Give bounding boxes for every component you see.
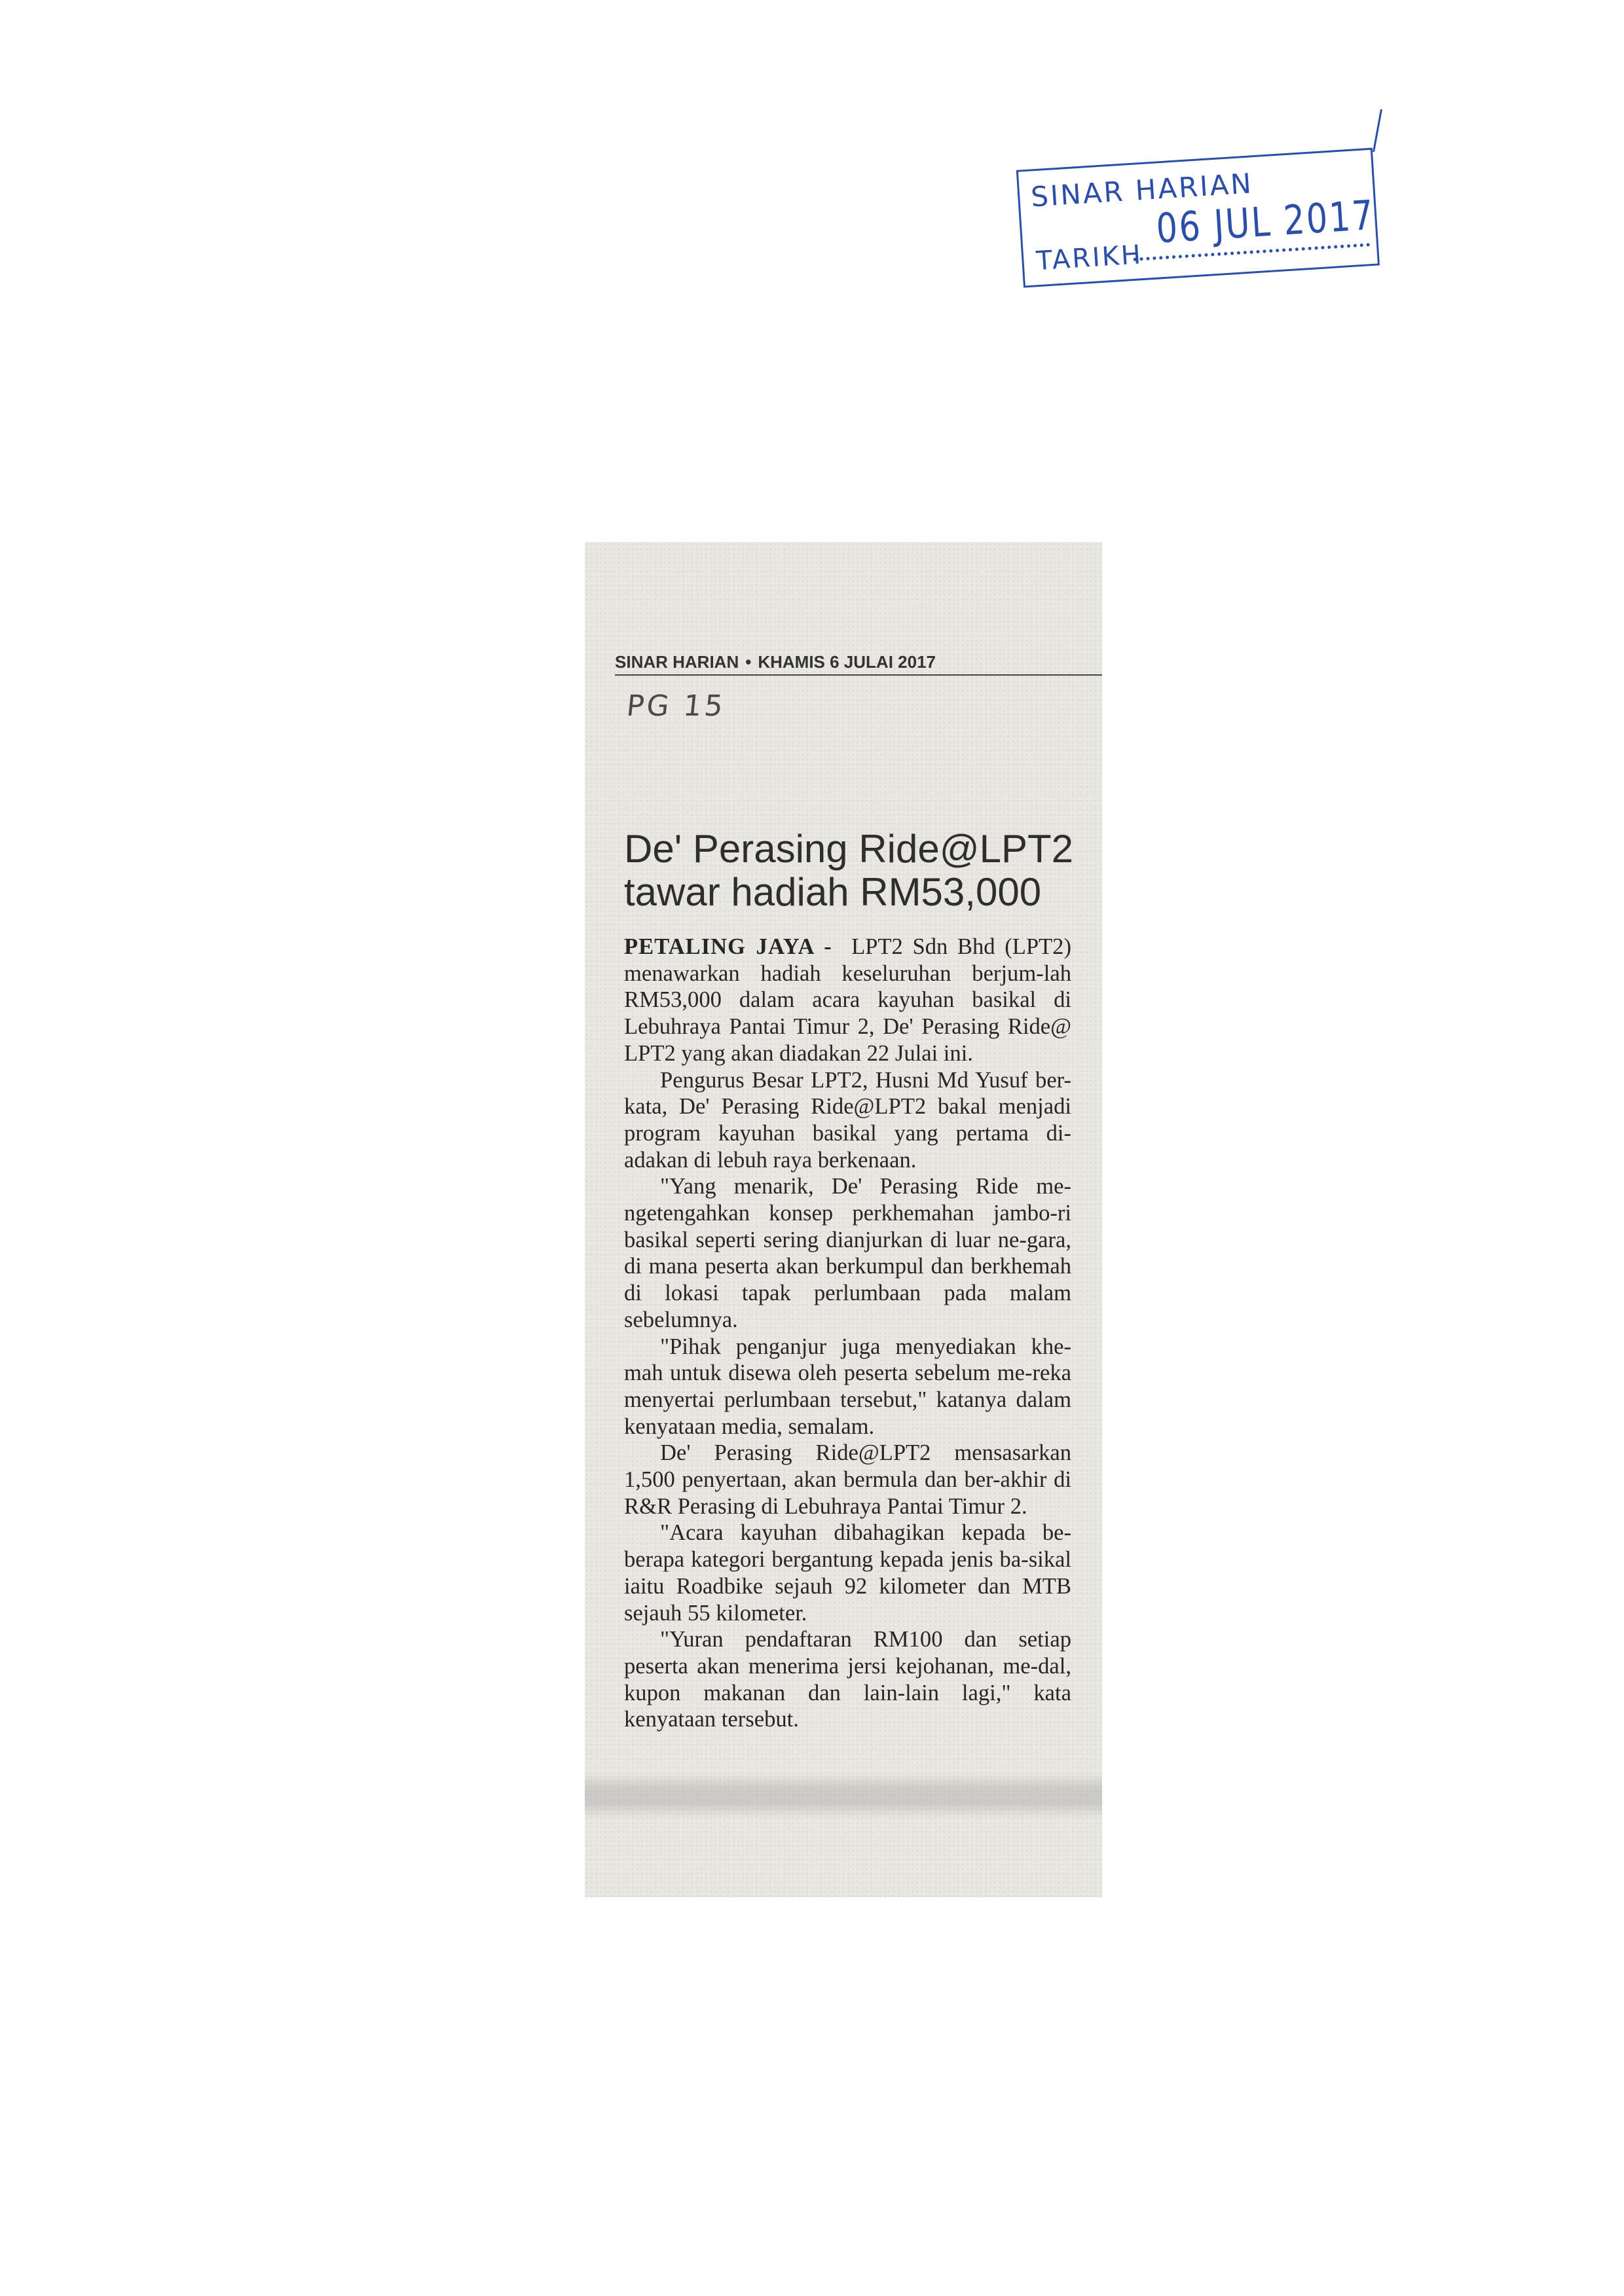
paragraph: "Pihak penganjur juga menyediakan khe-mah untuk disewa oleh peserta sebelum me-reka menyertai perlumbaan tersebut," katanya dalam kenyataan media, semalam. [624,1334,1071,1439]
masthead-rule [615,674,1102,676]
headline: De' Perasing Ride@LPT2 tawar hadiah RM53,000 [624,827,1074,914]
paragraph: Pengurus Besar LPT2, Husni Md Yusuf ber-kata, De' Perasing Ride@LPT2 bakal menjadi program kayuhan basikal yang pertama di-adakan di lebuh raya berkenaan. [624,1067,1071,1173]
date-stamp [1014,108,1390,288]
dateline: PETALING JAYA - [624,934,832,959]
masthead-separator: • [745,652,752,672]
masthead [615,652,1099,672]
newspaper-clipping [585,542,1102,1897]
stamp-date: 06 JUL 2017 [1154,191,1376,253]
masthead-paper: SINAR HARIAN [615,652,739,672]
lead-text: LPT2 Sdn Bhd (LPT2) menawarkan hadiah keseluruhan berjum-lah RM53,000 dalam acara kayuhan basikal di Lebuhraya Pantai Timur 2, De' Perasing Ride@ LPT2 yang akan diadakan 22 Julai ini. [624,934,1071,1066]
stamp-publication: SINAR HARIAN [1029,167,1255,213]
article-body [624,934,1071,1733]
stamp-tick-mark [1373,109,1382,152]
lead-paragraph [624,934,1071,1067]
masthead-date: KHAMIS 6 JULAI 2017 [758,652,936,672]
page-note: PG 15 [625,689,728,723]
paragraph: "Acara kayuhan dibahagikan kepada be-berapa kategori bergantung kepada jenis ba-sikal iaitu Roadbike sejauh 92 kilometer dan MTB sejauh 55 kilometer. [624,1520,1071,1626]
paragraph: "Yang menarik, De' Perasing Ride me-ngetengahkan konsep perkhemahan jambo-ri basikal seperti sering dianjurkan di luar ne-gara, di mana peserta akan berkumpul dan berkhemah di lokasi tapak perlumbaan pada malam sebelumnya. [624,1174,1071,1332]
stamp-date-label: TARIKH [1035,240,1144,277]
paragraph: "Yuran pendaftaran RM100 dan setiap peserta akan menerima jersi kejohanan, me-dal, kupon makanan dan lain-lain lagi," kata kenyataan tersebut. [624,1627,1071,1732]
paragraph: De' Perasing Ride@LPT2 mensasarkan 1,500 penyertaan, akan bermula dan ber-akhir di R&R Perasing di Lebuhraya Pantai Timur 2. [624,1440,1071,1519]
scan-band [585,1773,1102,1819]
